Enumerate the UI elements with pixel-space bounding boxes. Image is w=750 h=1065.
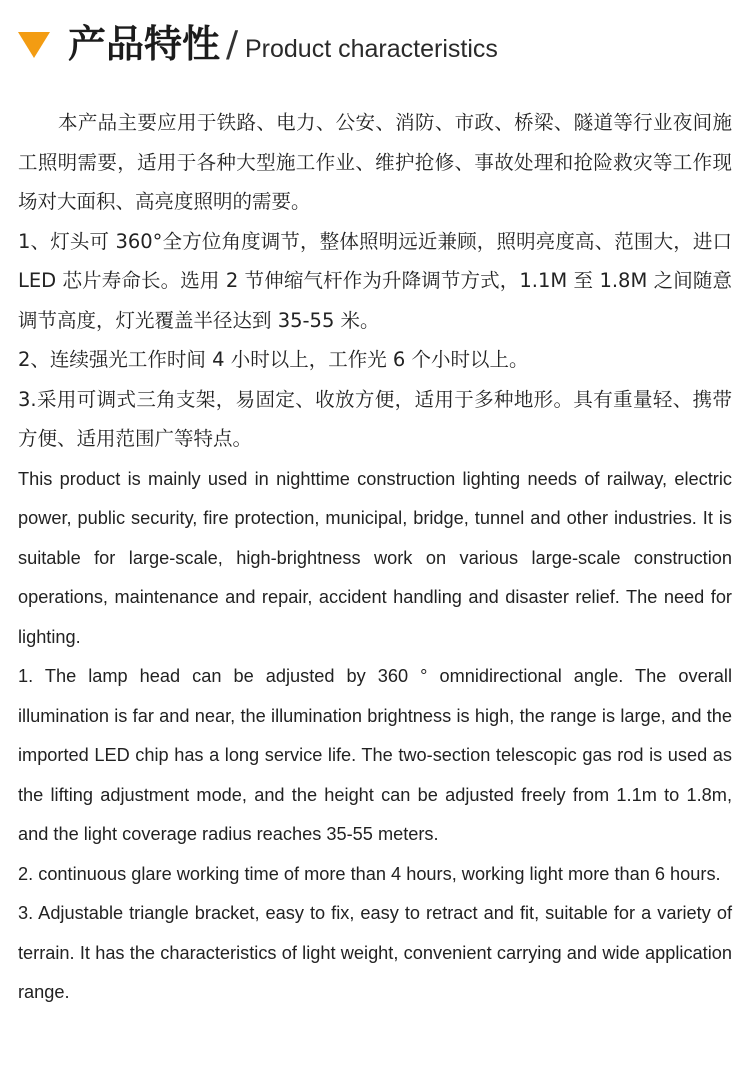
en-feature-2: 2. continuous glare working time of more than 4 hours, working light more than 6 hours. [18,863,721,884]
english-section [18,460,732,1013]
cn-feature-2: 2、连续强光工作时间 4 小时以上，工作光 6 个小时以上。 [18,348,529,371]
title-english: Product characteristics [245,35,498,63]
title-chinese: 产品特性 [68,22,221,66]
en-intro-paragraph: This product is mainly used in nighttime construction lighting needs of railway, electric power, public security, fire protection, municipal, bridge, tunnel and other industries. It is suitable for large-scale, high-brightness work on various large-scale construction operations, maintenance and repair, accident handling and disaster relief. The need for lighting. [18,468,732,647]
product-description [18,103,732,1013]
en-feature-1: 1. The lamp head can be adjusted by 360 ° omnidirectional angle. The overall illumination is far and near, the illumination brightness is high, the range is large, and the imported LED chip has a long service life. The two-section telescopic gas rod is used as the lifting adjustment mode, and the height can be adjusted freely from 1.1m to 1.8m, and the light coverage radius reaches 35-55 meters. [18,666,732,844]
cn-intro-paragraph: 本产品主要应用于铁路、电力、公安、消防、市政、桥梁、隧道等行业夜间施工照明需要，适用于各种大型施工作业、维护抢修、事故处理和抢险救灾等工作现场对大面积、高亮度照明的需要。 [18,111,732,213]
cn-feature-1: 1、灯头可 360°全方位角度调节，整体照明远近兼顾，照明亮度高、范围大，进口 LED 芯片寿命长。选用 2 节伸缩气杆作为升降调节方式，1.1M 至 1.8M 之间随意调节高度，灯光覆盖半径达到 35-55 米。 [18,229,732,332]
triangle-down-icon [18,32,50,58]
title-separator: / [226,24,239,65]
section-header [0,18,750,78]
en-feature-3: 3. Adjustable triangle bracket, easy to fix, easy to retract and fit, suitable for a variety of terrain. It has the characteristics of light weight, convenient carrying and wide application range. [18,903,732,1002]
cn-feature-3: 3.采用可调式三角支架，易固定、收放方便，适用于多种地形。具有重量轻、携带方便、适用范围广等特点。 [18,387,732,450]
